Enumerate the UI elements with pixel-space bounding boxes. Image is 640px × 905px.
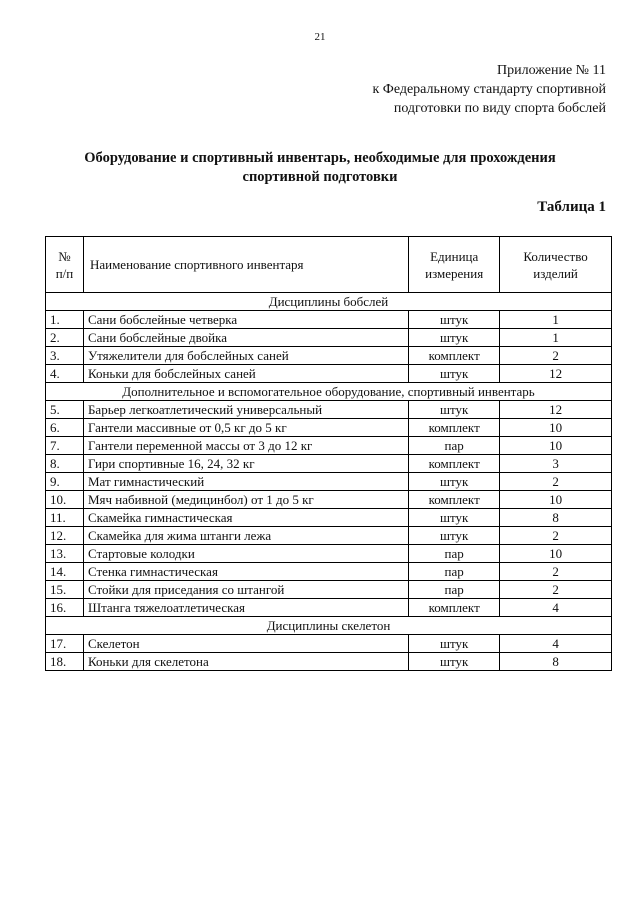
appendix-line-1: Приложение № 11 xyxy=(497,63,606,78)
row-unit: штук xyxy=(409,509,500,527)
header-unit xyxy=(409,237,500,293)
row-name: Гири спортивные 16, 24, 32 кг xyxy=(83,455,408,473)
header-unit-line-1: Единица xyxy=(430,248,479,264)
section-row-bobsleigh xyxy=(46,293,612,311)
row-number: 6. xyxy=(46,419,84,437)
row-number: 11. xyxy=(46,509,84,527)
table-row xyxy=(46,419,612,437)
header-name: Наименование спортивного инвентаря xyxy=(83,237,408,293)
row-name: Стойки для приседания со штангой xyxy=(83,581,408,599)
row-quantity: 10 xyxy=(500,437,612,455)
row-name: Штанга тяжелоатлетическая xyxy=(83,599,408,617)
row-name: Коньки для бобслейных саней xyxy=(83,365,408,383)
row-unit: штук xyxy=(409,365,500,383)
row-unit: комплект xyxy=(409,599,500,617)
table-row xyxy=(46,581,612,599)
row-unit: комплект xyxy=(409,347,500,365)
header-quantity-line-2: изделий xyxy=(533,265,578,281)
row-quantity: 8 xyxy=(500,509,612,527)
row-number: 15. xyxy=(46,581,84,599)
row-quantity: 12 xyxy=(500,365,612,383)
document-title-line-1: Оборудование и спортивный инвентарь, необходимые для прохождения xyxy=(84,150,556,166)
appendix-header xyxy=(372,61,606,118)
row-name: Скамейка для жима штанги лежа xyxy=(83,527,408,545)
row-number: 9. xyxy=(46,473,84,491)
row-number: 5. xyxy=(46,401,84,419)
row-quantity: 1 xyxy=(500,329,612,347)
row-number: 4. xyxy=(46,365,84,383)
table-row xyxy=(46,347,612,365)
table-row xyxy=(46,599,612,617)
row-quantity: 2 xyxy=(500,347,612,365)
header-unit-line-2: измерения xyxy=(425,265,484,281)
row-quantity: 2 xyxy=(500,527,612,545)
section-row-skeleton xyxy=(46,617,612,635)
row-number: 10. xyxy=(46,491,84,509)
table-row xyxy=(46,509,612,527)
row-name: Мяч набивной (медицинбол) от 1 до 5 кг xyxy=(83,491,408,509)
row-number: 14. xyxy=(46,563,84,581)
row-number: 3. xyxy=(46,347,84,365)
row-name: Скелетон xyxy=(83,635,408,653)
header-number xyxy=(46,237,84,293)
row-quantity: 10 xyxy=(500,491,612,509)
row-number: 7. xyxy=(46,437,84,455)
row-unit: комплект xyxy=(409,419,500,437)
row-number: 18. xyxy=(46,653,84,671)
row-name: Мат гимнастический xyxy=(83,473,408,491)
table-row xyxy=(46,311,612,329)
row-unit: штук xyxy=(409,527,500,545)
row-quantity: 2 xyxy=(500,473,612,491)
section-title: Дополнительное и вспомогательное оборудование, спортивный инвентарь xyxy=(46,383,612,401)
row-number: 16. xyxy=(46,599,84,617)
equipment-table xyxy=(45,236,612,671)
header-quantity-line-1: Количество xyxy=(523,248,588,264)
row-unit: комплект xyxy=(409,455,500,473)
row-quantity: 10 xyxy=(500,419,612,437)
row-quantity: 3 xyxy=(500,455,612,473)
table-row xyxy=(46,527,612,545)
table-row xyxy=(46,545,612,563)
row-name: Барьер легкоатлетический универсальный xyxy=(83,401,408,419)
section-title: Дисциплины бобслей xyxy=(46,293,612,311)
row-unit: штук xyxy=(409,329,500,347)
row-unit: штук xyxy=(409,473,500,491)
row-unit: пар xyxy=(409,581,500,599)
row-number: 17. xyxy=(46,635,84,653)
row-name: Сани бобслейные четверка xyxy=(83,311,408,329)
row-name: Гантели переменной массы от 3 до 12 кг xyxy=(83,437,408,455)
row-unit: пар xyxy=(409,545,500,563)
table-row xyxy=(46,437,612,455)
row-name: Утяжелители для бобслейных саней xyxy=(83,347,408,365)
row-quantity: 8 xyxy=(500,653,612,671)
table-row xyxy=(46,635,612,653)
table-row xyxy=(46,473,612,491)
row-number: 8. xyxy=(46,455,84,473)
header-number-line-2: п/п xyxy=(55,265,74,281)
header-number-line-1: № xyxy=(58,248,71,264)
row-unit: штук xyxy=(409,311,500,329)
row-name: Гантели массивные от 0,5 кг до 5 кг xyxy=(83,419,408,437)
row-number: 2. xyxy=(46,329,84,347)
row-name: Скамейка гимнастическая xyxy=(83,509,408,527)
row-quantity: 12 xyxy=(500,401,612,419)
row-name: Стартовые колодки xyxy=(83,545,408,563)
row-unit: пар xyxy=(409,437,500,455)
document-title xyxy=(40,149,600,187)
appendix-line-2: к Федеральному стандарту спортивной xyxy=(372,82,606,97)
row-name: Сани бобслейные двойка xyxy=(83,329,408,347)
document-title-line-2: спортивной подготовки xyxy=(242,169,398,185)
row-quantity: 2 xyxy=(500,581,612,599)
section-title: Дисциплины скелетон xyxy=(46,617,612,635)
row-unit: штук xyxy=(409,653,500,671)
row-name: Стенка гимнастическая xyxy=(83,563,408,581)
appendix-line-3: подготовки по виду спорта бобслей xyxy=(393,101,606,116)
table-row xyxy=(46,491,612,509)
row-number: 13. xyxy=(46,545,84,563)
table-row xyxy=(46,329,612,347)
row-unit: комплект xyxy=(409,491,500,509)
row-number: 1. xyxy=(46,311,84,329)
row-unit: пар xyxy=(409,563,500,581)
row-quantity: 4 xyxy=(500,635,612,653)
row-quantity: 2 xyxy=(500,563,612,581)
row-quantity: 4 xyxy=(500,599,612,617)
table-row xyxy=(46,401,612,419)
row-quantity: 1 xyxy=(500,311,612,329)
table-row xyxy=(46,563,612,581)
row-unit: штук xyxy=(409,635,500,653)
table-row xyxy=(46,365,612,383)
section-row-auxiliary xyxy=(46,383,612,401)
page-number: 21 xyxy=(314,31,326,43)
row-number: 12. xyxy=(46,527,84,545)
row-quantity: 10 xyxy=(500,545,612,563)
table-label: Таблица 1 xyxy=(537,199,606,215)
table-row xyxy=(46,455,612,473)
table-header-row xyxy=(46,237,612,293)
table-row xyxy=(46,653,612,671)
row-unit: штук xyxy=(409,401,500,419)
row-name: Коньки для скелетона xyxy=(83,653,408,671)
header-quantity xyxy=(500,237,612,293)
